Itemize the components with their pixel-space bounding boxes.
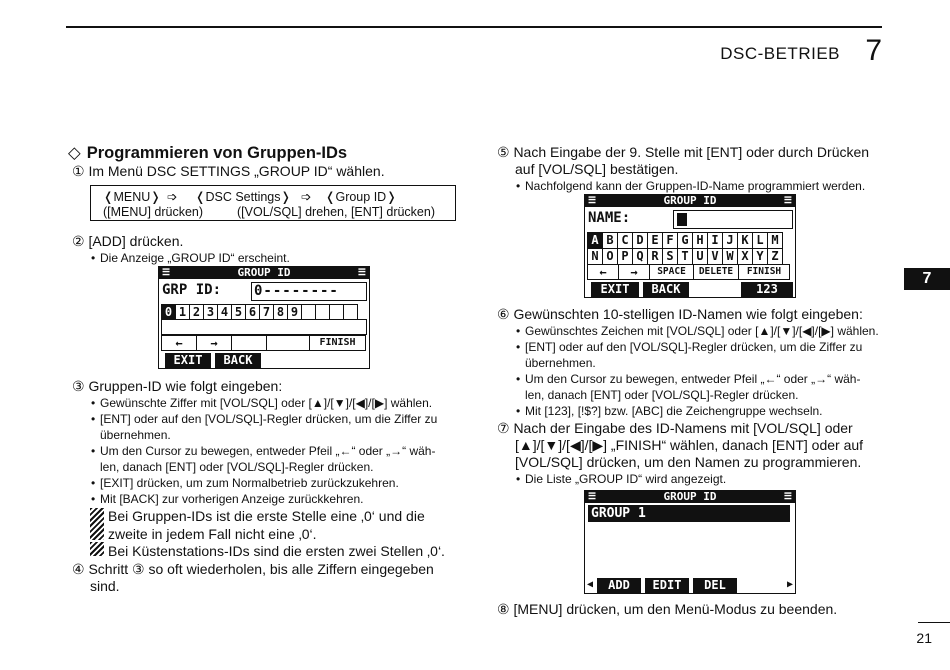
cursor-left-key[interactable]: ←: [161, 335, 197, 351]
lcd-title-bar: [585, 491, 795, 503]
step-4: ④ Schritt ③ so oft wiederholen, bis alle Ziffern eingegeben: [72, 561, 434, 577]
digit-key[interactable]: 3: [203, 304, 218, 320]
text-cursor: [677, 213, 687, 226]
empty-key: [301, 304, 316, 320]
page-heading: [68, 143, 347, 163]
chapter-number: 7: [865, 34, 882, 67]
step-6-bullet: • [ENT] oder auf den [VOL/SQL]-Regler drücken, um die Ziffer zu: [525, 339, 862, 355]
charset-softkey[interactable]: 123: [741, 282, 793, 297]
delete-key[interactable]: DELETE: [693, 264, 739, 280]
cursor-right-key[interactable]: →: [618, 264, 650, 280]
step-6-bullet: • Mit [123], [!$?] bzw. [ABC] die Zeichengruppe wechseln.: [525, 403, 823, 419]
menu-icon: ☰: [357, 268, 366, 278]
add-softkey[interactable]: ADD: [597, 578, 641, 593]
lcd-title-bar: [159, 267, 369, 279]
press-vol-hint: ([VOL/SQL] drehen, [ENT] drücken): [237, 205, 435, 219]
step-3-bullet: • [EXIT] drücken, um zum Normalbetrieb zurückzukehren.: [100, 475, 399, 491]
letter-key[interactable]: J: [722, 232, 738, 249]
digit-key[interactable]: 0: [161, 304, 176, 320]
step-6-bullet: • Gewünschtes Zeichen mit [VOL/SQL] oder [▲]/[▼]/[◀]/[▶] wählen.: [525, 323, 879, 339]
cursor-left-key[interactable]: ←: [587, 264, 619, 280]
digit-key[interactable]: 7: [259, 304, 274, 320]
digit-key[interactable]: 5: [231, 304, 246, 320]
diamond-icon: ◇: [68, 144, 81, 162]
back-softkey[interactable]: BACK: [215, 353, 261, 368]
scroll-left-icon[interactable]: ◀: [587, 579, 594, 590]
letter-key[interactable]: F: [662, 232, 678, 249]
step-2-bullet: • Die Anzeige „GROUP ID“ erscheint.: [100, 250, 290, 266]
finish-key[interactable]: FINISH: [309, 335, 366, 351]
letter-key[interactable]: W: [722, 248, 738, 265]
step-6: ⑥ Gewünschten 10-stelligen ID-Namen wie folgt eingeben:: [497, 306, 863, 322]
step-3-bullet: • Um den Cursor zu bewegen, entweder Pfeil „←“ oder „→“ wäh-: [100, 443, 435, 459]
letter-key[interactable]: O: [602, 248, 618, 265]
blank-row: [161, 319, 367, 335]
step-3-bullet-cont: len, danach [ENT] oder [VOL/SQL]-Regler drücken.: [100, 460, 374, 474]
note-icon: [90, 542, 104, 556]
lcd-name-entry: [584, 194, 796, 298]
grp-id-label: GRP ID:: [162, 282, 222, 298]
letter-key[interactable]: T: [677, 248, 693, 265]
lcd-title: GROUP ID: [663, 194, 717, 207]
letter-key[interactable]: V: [707, 248, 723, 265]
chapter-tab: 7: [904, 268, 950, 290]
step-6-bullet-cont: übernehmen.: [525, 356, 596, 370]
digit-key[interactable]: 2: [189, 304, 204, 320]
note-icon: [90, 508, 104, 540]
lcd-title-bar: [585, 195, 795, 207]
digit-key[interactable]: 8: [273, 304, 288, 320]
control-row: [161, 335, 366, 351]
control-row: [587, 264, 790, 280]
step-2: ② [ADD] drücken.: [72, 233, 184, 249]
step-1: ① Im Menü DSC SETTINGS „GROUP ID“ wählen.: [72, 163, 385, 179]
letter-key[interactable]: M: [767, 232, 783, 249]
step-3-bullet: • Mit [BACK] zur vorherigen Anzeige zurückkehren.: [100, 491, 363, 507]
menu-key: ❬MENU❭: [103, 190, 161, 204]
letter-key[interactable]: U: [692, 248, 708, 265]
note-text: Bei Gruppen-IDs ist die erste Stelle eine ‚0‘ und die: [108, 508, 425, 524]
step-6-bullet-cont: len, danach [ENT] oder [VOL/SQL]-Regler drücken.: [525, 388, 799, 402]
empty-key: [231, 335, 267, 351]
empty-key: [266, 335, 310, 351]
group-id-item: ❬Group ID❭: [325, 190, 397, 204]
digit-row: [161, 304, 358, 320]
letter-key[interactable]: X: [737, 248, 753, 265]
empty-key: [343, 304, 358, 320]
step-7-cont: [VOL/SQL] drücken, um den Namen zu programmieren.: [515, 454, 862, 470]
digit-key[interactable]: 6: [245, 304, 260, 320]
menu-path-box: [90, 185, 456, 221]
digit-key[interactable]: 4: [217, 304, 232, 320]
step-5-cont: auf [VOL/SQL] bestätigen.: [515, 161, 679, 177]
menu-icon: ☰: [162, 268, 171, 278]
digit-key[interactable]: 9: [287, 304, 302, 320]
edit-softkey[interactable]: EDIT: [645, 578, 689, 593]
page-number: 21: [916, 630, 932, 646]
letter-key[interactable]: H: [692, 232, 708, 249]
step-5-bullet: • Nachfolgend kann der Gruppen-ID-Name programmiert werden.: [525, 178, 865, 194]
letter-row-1: [587, 232, 783, 249]
step-4-cont: sind.: [90, 578, 120, 594]
letter-key[interactable]: N: [587, 248, 603, 265]
empty-row: [161, 319, 367, 335]
finish-key[interactable]: FINISH: [738, 264, 790, 280]
lcd-title: GROUP ID: [663, 490, 717, 503]
menu-icon: ☰: [783, 196, 792, 206]
space-key[interactable]: SPACE: [649, 264, 694, 280]
empty-key: [315, 304, 330, 320]
lcd-group-id-entry: [158, 266, 370, 369]
step-3-bullet: • [ENT] oder auf den [VOL/SQL]-Regler drücken, um die Ziffer zu: [100, 411, 437, 427]
letter-key[interactable]: S: [662, 248, 678, 265]
letter-key[interactable]: L: [752, 232, 768, 249]
step-6-bullet: • Um den Cursor zu bewegen, entweder Pfeil „←“ oder „→“ wäh-: [525, 371, 860, 387]
step-5: ⑤ Nach Eingabe der 9. Stelle mit [ENT] oder durch Drücken: [497, 144, 870, 160]
letter-key[interactable]: K: [737, 232, 753, 249]
letter-key[interactable]: Y: [752, 248, 768, 265]
step-7-bullet: • Die Liste „GROUP ID“ wird angezeigt.: [525, 471, 726, 487]
dsc-settings-item: ❬DSC Settings❭: [195, 190, 291, 204]
step-7-cont: [▲]/[▼]/[◀]/[▶] „FINISH“ wählen, danach [ENT] oder auf: [515, 437, 864, 453]
empty-key: [329, 304, 344, 320]
name-label: NAME:: [588, 210, 631, 226]
digit-key[interactable]: 1: [175, 304, 190, 320]
letter-key[interactable]: A: [587, 232, 603, 249]
letter-row-2: [587, 248, 783, 265]
press-menu-hint: ([MENU] drücken): [103, 205, 204, 219]
letter-key[interactable]: E: [647, 232, 663, 249]
menu-icon: ☰: [588, 196, 597, 206]
cursor-right-key[interactable]: →: [196, 335, 232, 351]
section-title: DSC-BETRIEB: [720, 44, 840, 63]
note-text: Bei Küstenstations-IDs sind die ersten zwei Stellen ‚0‘.: [108, 543, 445, 559]
name-field[interactable]: [673, 210, 793, 229]
letter-key[interactable]: Z: [767, 248, 783, 265]
letter-key[interactable]: D: [632, 232, 648, 249]
menu-icon: ☰: [783, 492, 792, 502]
letter-key[interactable]: R: [647, 248, 663, 265]
step-8: ⑧ [MENU] drücken, um den Menü-Modus zu beenden.: [497, 601, 838, 617]
step-3-bullet: • Gewünschte Ziffer mit [VOL/SQL] oder [▲]/[▼]/[◀]/[▶] wählen.: [100, 395, 432, 411]
step-7: ⑦ Nach der Eingabe des ID-Namens mit [VOL/SQL] oder: [497, 420, 853, 436]
arrow-icon: ➩: [301, 190, 312, 204]
exit-softkey[interactable]: EXIT: [165, 353, 211, 368]
heading-text: Programmieren von Gruppen-IDs: [86, 144, 348, 162]
letter-key[interactable]: G: [677, 232, 693, 249]
step-3-bullet-cont: übernehmen.: [100, 428, 171, 442]
arrow-icon: ➩: [167, 190, 178, 204]
lcd-title: GROUP ID: [237, 266, 291, 279]
note-text: zweite in jedem Fall nicht eine ‚0‘.: [108, 526, 317, 542]
letter-key[interactable]: C: [617, 232, 633, 249]
step-3: ③ Gruppen-ID wie folgt eingeben:: [72, 378, 283, 394]
back-softkey[interactable]: BACK: [643, 282, 689, 297]
lcd-group-id-list: [584, 490, 796, 594]
del-softkey[interactable]: DEL: [693, 578, 737, 593]
scroll-right-icon[interactable]: ▶: [786, 579, 793, 590]
letter-key[interactable]: I: [707, 232, 723, 249]
list-item[interactable]: GROUP 1: [588, 505, 790, 522]
header-rule: [66, 26, 882, 28]
grp-id-value: 0--------: [251, 282, 367, 301]
exit-softkey[interactable]: EXIT: [591, 282, 639, 297]
letter-key[interactable]: Q: [632, 248, 648, 265]
letter-key[interactable]: P: [617, 248, 633, 265]
menu-icon: ☰: [588, 492, 597, 502]
footer-rule: [918, 622, 950, 623]
letter-key[interactable]: B: [602, 232, 618, 249]
